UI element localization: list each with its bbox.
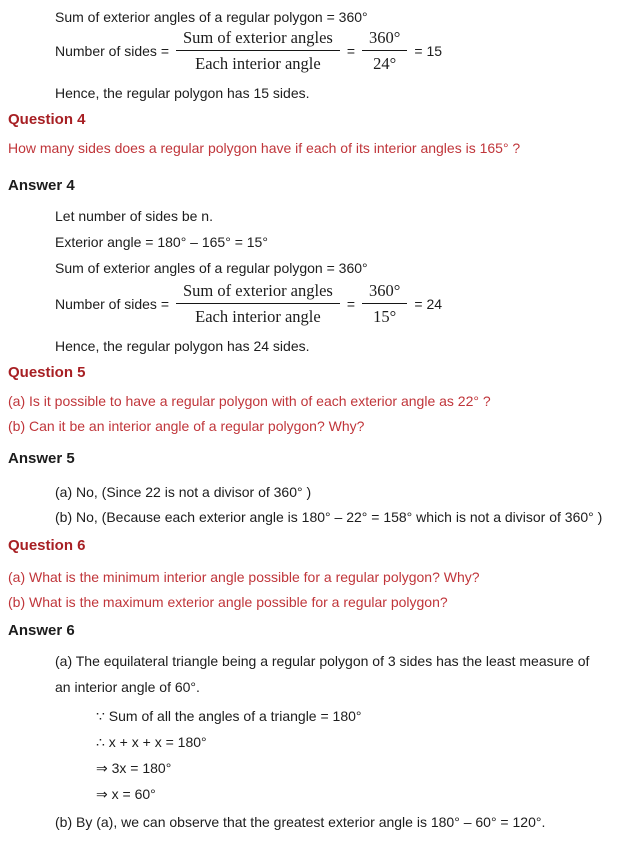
question-6-part-a: (a) What is the minimum interior angle possible for a regular polygon? Why? (8, 569, 480, 585)
answer-5-heading: Answer 5 (8, 450, 75, 467)
question-5-part-a: (a) Is it possible to have a regular polygon with of each exterior angle as 22° ? (8, 393, 491, 409)
formula-prefix: Number of sides = (55, 42, 169, 59)
answer-5-part-b: (b) No, (Because each exterior angle is 180° – 22° = 158° which is not a divisor of 360° ) (55, 509, 603, 525)
prev-answer-number-of-sides-formula (55, 28, 442, 73)
formula-prefix: Number of sides = (55, 295, 169, 312)
formula-fraction-words (176, 28, 340, 73)
fraction-denominator: Each interior angle (195, 54, 321, 73)
question-5-part-b: (b) Can it be an interior angle of a regular polygon? Why? (8, 418, 365, 434)
answer-4-line-1: Let number of sides be n. (55, 208, 213, 224)
fraction-numerator: Sum of exterior angles (176, 281, 340, 304)
answer-6-because-line: ∵ Sum of all the angles of a triangle = 180° (96, 708, 362, 724)
answer-4-number-of-sides-formula (55, 281, 442, 326)
prev-answer-conclusion: Hence, the regular polygon has 15 sides. (55, 85, 310, 101)
formula-fraction-values (362, 281, 407, 326)
answer-6-part-a-line-2: an interior angle of 60°. (55, 679, 200, 695)
formula-fraction-values (362, 28, 407, 73)
fraction-value-denominator: 24° (373, 54, 397, 73)
answer-6-heading: Answer 6 (8, 622, 75, 639)
answer-4-line-2: Exterior angle = 180° – 165° = 15° (55, 234, 268, 250)
answer-4-line-3: Sum of exterior angles of a regular polygon = 360° (55, 260, 368, 276)
answer-5-part-a: (a) No, (Since 22 is not a divisor of 360° ) (55, 484, 312, 500)
formula-result: = 24 (414, 295, 443, 312)
question-4-heading: Question 4 (8, 111, 86, 128)
fraction-numerator: Sum of exterior angles (176, 28, 340, 51)
prev-answer-sum-exterior-line: Sum of exterior angles of a regular polygon = 360° (55, 9, 368, 25)
formula-result: = 15 (414, 42, 443, 59)
answer-6-part-b: (b) By (a), we can observe that the greatest exterior angle is 180° – 60° = 120°. (55, 814, 546, 830)
fraction-value-denominator: 15° (373, 307, 397, 326)
answer-6-implies-line-1: ⇒ 3x = 180° (96, 760, 172, 776)
question-6-part-b: (b) What is the maximum exterior angle possible for a regular polygon? (8, 594, 448, 610)
answer-6-part-a-line-1: (a) The equilateral triangle being a regular polygon of 3 sides has the least measure of (55, 653, 590, 669)
fraction-denominator: Each interior angle (195, 307, 321, 326)
equals-sign: = (346, 42, 356, 59)
question-5-heading: Question 5 (8, 364, 86, 381)
answer-6-implies-line-2: ⇒ x = 60° (96, 786, 156, 802)
question-6-heading: Question 6 (8, 537, 86, 554)
answer-4-conclusion: Hence, the regular polygon has 24 sides. (55, 338, 310, 354)
answer-4-heading: Answer 4 (8, 177, 75, 194)
formula-fraction-words (176, 281, 340, 326)
fraction-value-numerator: 360° (362, 281, 407, 304)
answer-6-therefore-line: ∴ x + x + x = 180° (96, 734, 207, 750)
equals-sign: = (346, 295, 356, 312)
question-4-text: How many sides does a regular polygon have if each of its interior angles is 165° ? (8, 140, 521, 156)
fraction-value-numerator: 360° (362, 28, 407, 51)
